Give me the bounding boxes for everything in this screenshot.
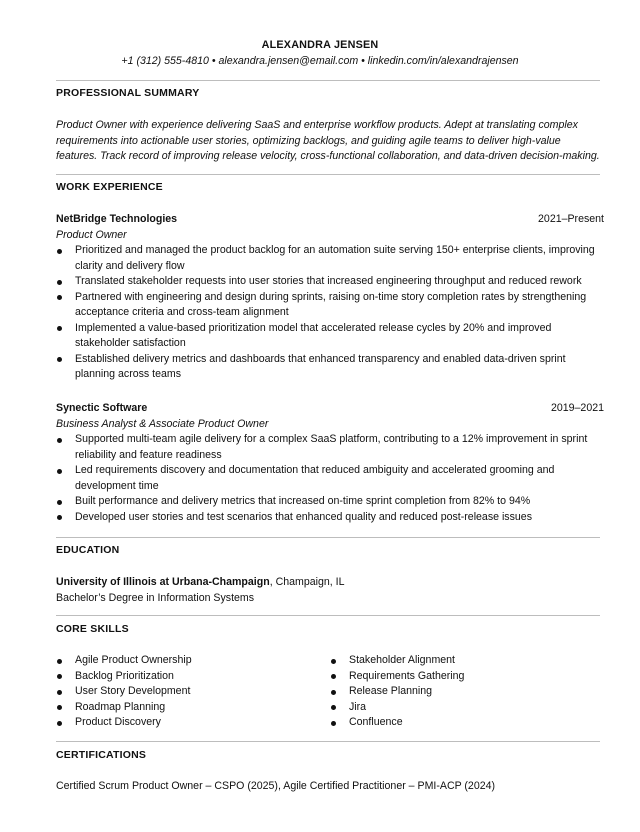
school-location: , Champaign, IL <box>269 576 345 588</box>
divider <box>56 741 600 742</box>
list-item: Developed user stories and test scenarios that enhanced quality and reduced post-release issues <box>56 510 604 526</box>
education-entry <box>56 575 604 606</box>
skills-grid <box>56 653 604 731</box>
list-item: Built performance and delivery metrics that increased on-time sprint completion from 82% to 94% <box>56 494 604 510</box>
divider <box>56 80 600 81</box>
list-item: Implemented a value-based prioritization model that accelerated release cycles by 20% and improved stakeholder satisfaction <box>56 321 604 352</box>
section-title-experience: WORK EXPERIENCE <box>56 181 163 193</box>
company-name: NetBridge Technologies <box>56 213 178 225</box>
job-dates: 2019–2021 <box>550 402 604 414</box>
job-entry <box>56 212 604 383</box>
list-item: Stakeholder Alignment <box>330 653 604 669</box>
section-title-education: EDUCATION <box>56 544 120 556</box>
job-dates: 2021–Present <box>538 213 604 225</box>
list-item: Product Discovery <box>56 715 330 731</box>
divider <box>56 615 600 616</box>
job-role: Business Analyst & Associate Product Owner <box>56 417 269 430</box>
school-name: University of Illinois at Urbana-Champaign <box>56 576 270 588</box>
list-item: Led requirements discovery and documentation that reduced ambiguity and accelerated grooming and development time <box>56 463 604 494</box>
divider <box>56 537 600 538</box>
list-item: Jira <box>330 700 604 716</box>
list-item: Established delivery metrics and dashboards that enhanced transparency and enabled data-driven sprint planning across teams <box>56 352 604 383</box>
candidate-name: ALEXANDRA JENSEN <box>261 39 379 51</box>
job-header <box>56 212 604 228</box>
job-entry <box>56 401 604 525</box>
school-line <box>56 575 604 591</box>
company-name: Synectic Software <box>56 402 148 414</box>
list-item: Backlog Prioritization <box>56 669 330 685</box>
job-bullets <box>56 432 604 525</box>
list-item: Partnered with engineering and design during sprints, raising on-time story completion rates by strengthening acceptance criteria and cross-team alignment <box>56 290 604 321</box>
section-title-summary: PROFESSIONAL SUMMARY <box>56 87 200 99</box>
certifications-text: Certified Scrum Product Owner – CSPO (2025), Agile Certified Practitioner – PMI-ACP (2024) <box>56 780 496 792</box>
list-item: User Story Development <box>56 684 330 700</box>
list-item: Requirements Gathering <box>330 669 604 685</box>
list-item: Supported multi-team agile delivery for a complex SaaS platform, contributing to a 12% improvement in sprint reliability and feature readiness <box>56 432 604 463</box>
job-bullets <box>56 243 604 383</box>
skills-column-left <box>56 653 330 731</box>
contact-line: +1 (312) 555-4810 • alexandra.jensen@email.com • linkedin.com/in/alexandrajensen <box>121 54 519 67</box>
job-header <box>56 401 604 417</box>
list-item: Confluence <box>330 715 604 731</box>
degree: Bachelor’s Degree in Information Systems <box>56 591 255 604</box>
skills-column-right <box>330 653 604 731</box>
section-title-certifications: CERTIFICATIONS <box>56 749 147 761</box>
job-role: Product Owner <box>56 228 127 241</box>
section-title-skills: CORE SKILLS <box>56 623 129 635</box>
list-item: Agile Product Ownership <box>56 653 330 669</box>
divider <box>56 174 600 175</box>
list-item: Release Planning <box>330 684 604 700</box>
list-item: Prioritized and managed the product backlog for an automation suite serving 150+ enterprise clients, improving clarity and delivery flow <box>56 243 604 274</box>
summary-text: Product Owner with experience delivering SaaS and enterprise workflow products. Adept at translating complex requirements into actionable user stories, optimizing backlogs, and guiding agile teams to deliver high-value features. Track record of improving release velocity, cross-functional collaboration, and data-driven decision-making. <box>56 119 600 162</box>
list-item: Translated stakeholder requests into user stories that increased engineering throughput and reduced rework <box>56 274 604 290</box>
list-item: Roadmap Planning <box>56 700 330 716</box>
resume-header <box>0 0 640 69</box>
